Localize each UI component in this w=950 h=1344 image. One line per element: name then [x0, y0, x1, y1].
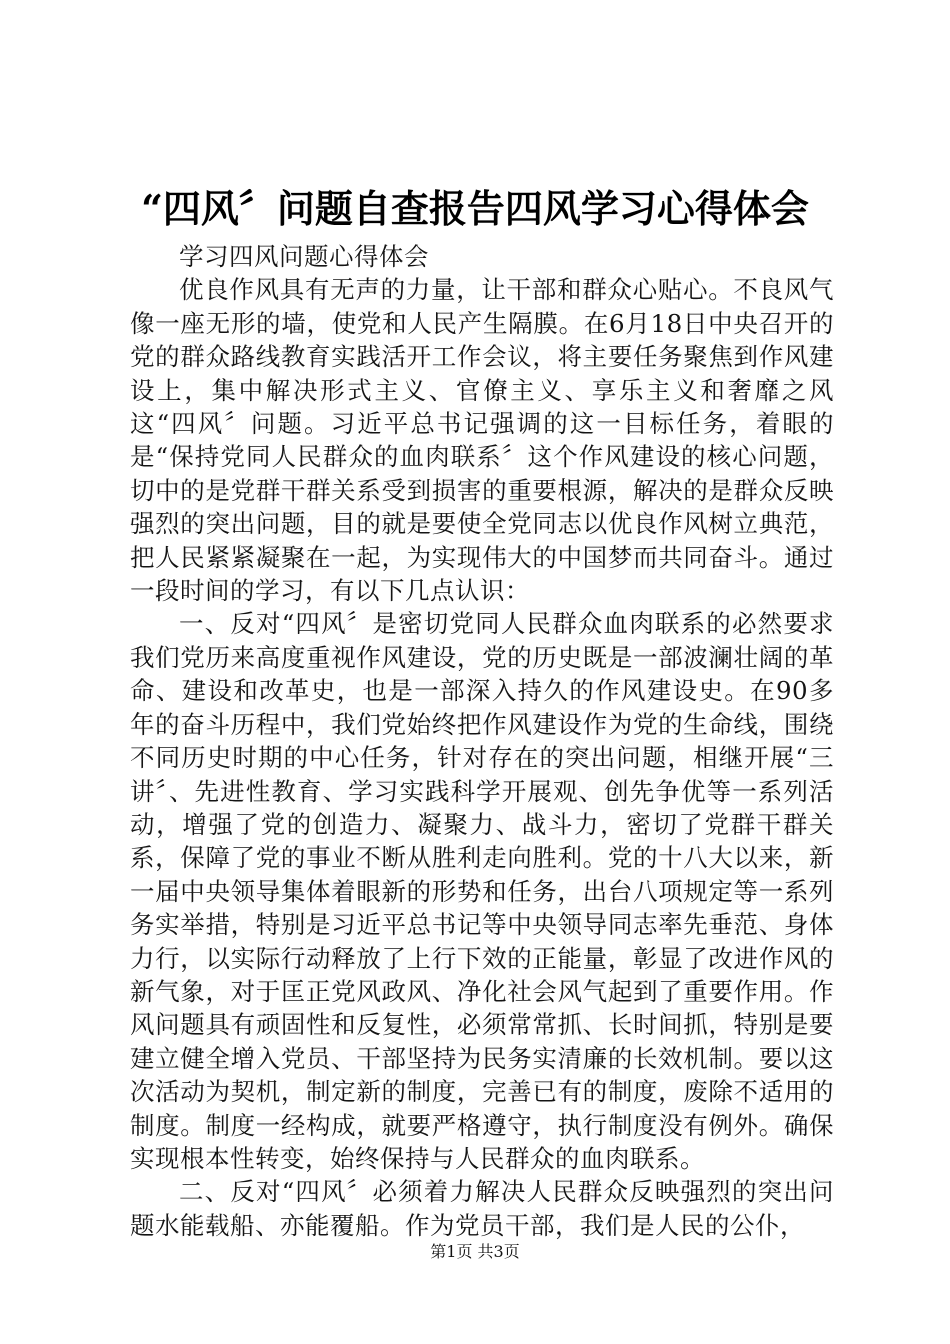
- document-subtitle: 学习四风问题心得体会: [179, 242, 429, 271]
- document-body: [130, 240, 834, 1242]
- page-number-footer: 第1页 共3页: [430, 1242, 520, 1261]
- paragraph-section-one: 一、反对“四风〞是密切党同人民群众血肉联系的必然要求我们党历来高度重视作风建设，党的历史既是一部波澜壮阔的革命、建设和改革史，也是一部深入持久的作风建设史。在90多年的奋斗历程中，我们党始终把作风建设作为党的生命线，围绕不同历史时期的中心任务，针对存在的突出问题，相继开展“三讲〞、先进性教育、学习实践科学开展观、创先争优等一系列活动，增强了党的创造力、凝聚力、战斗力，密切了党群干群关系，保障了党的事业不断从胜利走向胜利。党的十八大以来，新一届中央领导集体着眼新的形势和任务，出台八项规定等一系列务实举措，特别是习近平总书记等中央领导同志率先垂范、身体力行，以实际行动释放了上行下效的正能量，彰显了改进作风的新气象，对于匡正党风政风、净化社会风气起到了重要作用。作风问题具有顽固性和反复性，必须常常抓、长时间抓，特别是要建立健全增入党员、干部坚持为民务实清廉的长效机制。要以这次活动为契机，制定新的制度，完善已有的制度，废除不适用的制度。制度一经构成，就要严格遵守，执行制度没有例外。确保实现根本性转变，始终保持与人民群众的血肉联系。: [130, 609, 834, 1173]
- paragraph-intro: 优良作风具有无声的力量，让干部和群众心贴心。不良风气像一座无形的墙，使党和人民产生隔膜。在6月18日中央召开的党的群众路线教育实践活开工作会议，将主要任务聚焦到作风建设上，集中解决形式主义、官僚主义、享乐主义和奢靡之风这“四风〞问题。习近平总书记强调的这一目标任务，着眼的是“保持党同人民群众的血肉联系〞这个作风建设的核心问题，切中的是党群干群关系受到损害的重要根源，解决的是群众反映强烈的突出问题，目的就是要使全党同志以优良作风树立典范，把人民紧紧凝聚在一起，为实现伟大的中国梦而共同奋斗。通过一段时间的学习，有以下几点认识：: [130, 275, 834, 606]
- document-title: “四风〞问题自查报告四风学习心得体会: [141, 186, 809, 231]
- paragraph-section-two: 二、反对“四风〞必须着力解决人民群众反映强烈的突出问题水能载船、亦能覆船。作为党员干部，我们是人民的公仆，: [130, 1177, 834, 1240]
